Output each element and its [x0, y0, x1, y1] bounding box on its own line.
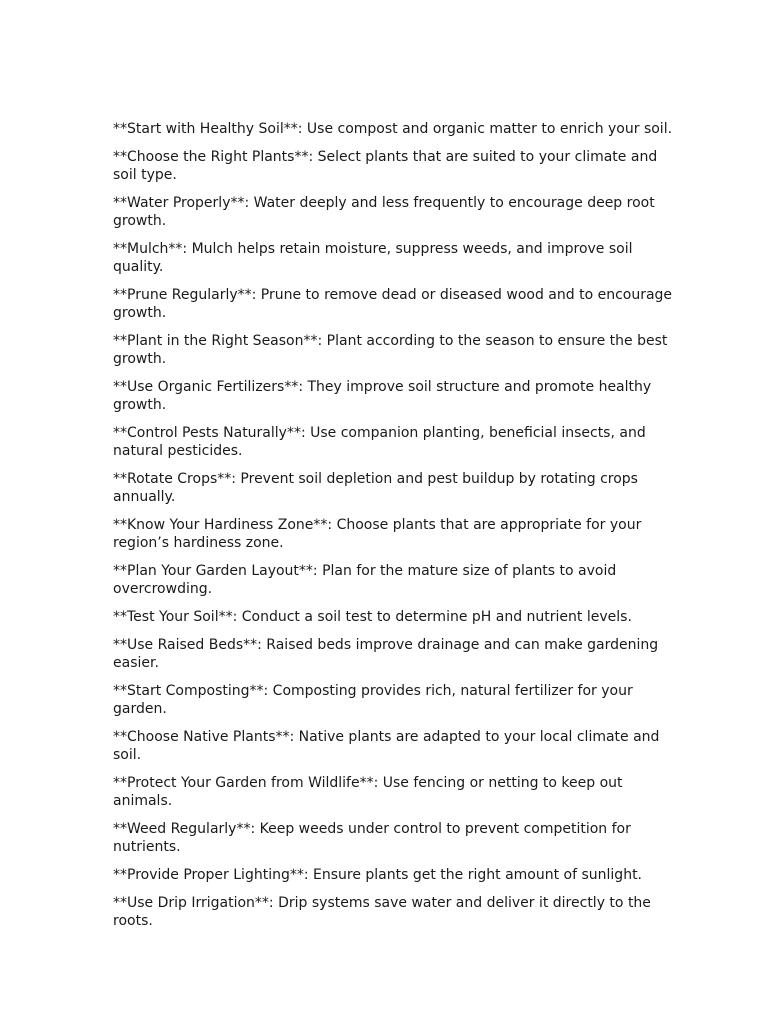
- tip-paragraph: **Rotate Crops**: Prevent soil depletion and pest buildup by rotating crops annually.: [113, 471, 638, 505]
- tip-paragraph: **Start with Healthy Soil**: Use compost and organic matter to enrich your soil.: [113, 121, 673, 137]
- tip-paragraph: **Know Your Hardiness Zone**: Choose plants that are appropriate for your region’s hardiness zone.: [113, 517, 642, 551]
- tip-paragraph: **Water Properly**: Water deeply and less frequently to encourage deep root growth.: [113, 195, 655, 229]
- tip-paragraph: **Prune Regularly**: Prune to remove dead or diseased wood and to encourage growth.: [113, 287, 673, 321]
- document-body: [113, 120, 683, 940]
- tip-paragraph: **Choose the Right Plants**: Select plants that are suited to your climate and soil type.: [113, 149, 658, 183]
- tip-paragraph: **Use Raised Beds**: Raised beds improve drainage and can make gardening easier.: [113, 637, 659, 671]
- tip-paragraph: **Provide Proper Lighting**: Ensure plants get the right amount of sunlight.: [113, 867, 643, 883]
- tip-paragraph: **Weed Regularly**: Keep weeds under control to prevent competition for nutrients.: [113, 821, 631, 855]
- tip-paragraph: **Control Pests Naturally**: Use companion planting, beneficial insects, and natural pesticides.: [113, 425, 646, 459]
- tip-paragraph: **Test Your Soil**: Conduct a soil test to determine pH and nutrient levels.: [113, 609, 632, 625]
- tip-paragraph: **Use Drip Irrigation**: Drip systems save water and deliver it directly to the roots.: [113, 895, 651, 929]
- tip-paragraph: **Choose Native Plants**: Native plants are adapted to your local climate and soil.: [113, 729, 660, 763]
- tip-paragraph: **Protect Your Garden from Wildlife**: Use fencing or netting to keep out animals.: [113, 775, 623, 809]
- tip-paragraph: **Mulch**: Mulch helps retain moisture, suppress weeds, and improve soil quality.: [113, 241, 633, 275]
- tip-paragraph: **Plan Your Garden Layout**: Plan for the mature size of plants to avoid overcrowding.: [113, 563, 617, 597]
- tip-paragraph: **Start Composting**: Composting provides rich, natural fertilizer for your garden.: [113, 683, 633, 717]
- tip-paragraph: **Plant in the Right Season**: Plant according to the season to ensure the best growth.: [113, 333, 668, 367]
- tip-paragraph: **Use Organic Fertilizers**: They improve soil structure and promote healthy growth.: [113, 379, 652, 413]
